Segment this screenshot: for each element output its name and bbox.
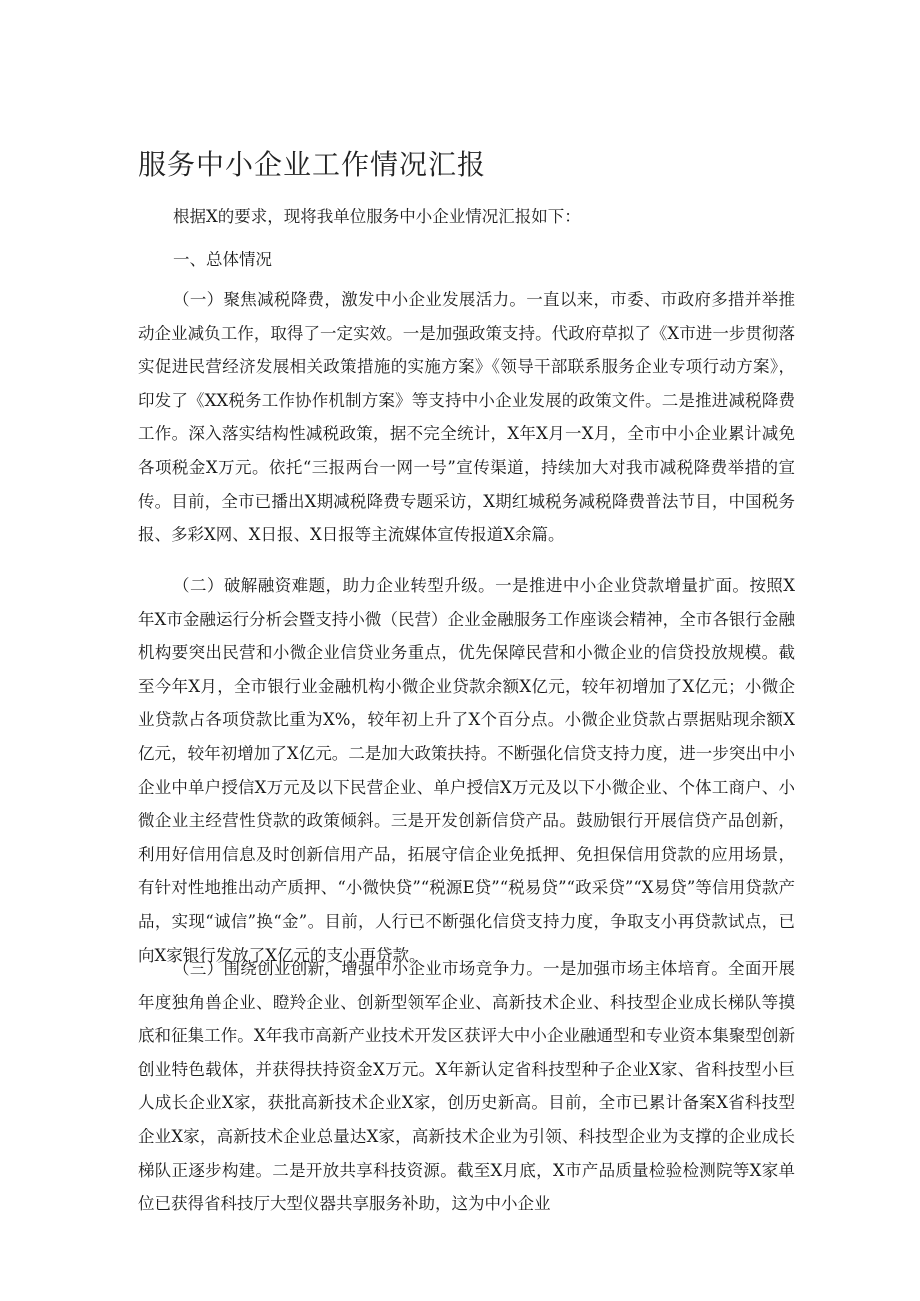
document-title: 服务中小企业工作情况汇报: [138, 148, 487, 181]
body-paragraph: （一）聚焦减税降费，激发中小企业发展活力。一直以来，市委、市政府多措并举推动企业减负工作，取得了一定实效。一是加强政策支持。代政府草拟了《X市进一步贯彻落实促进民营经济发展相关政策措施的实施方案》《领导干部联系服务企业专项行动方案》，印发了《XX税务工作协作机制方案》等支持中小企业发展的政策文件。二是推进减税降费工作。深入落实结构性减税政策，据不完全统计，X年X月一X月，全市中小企业累计减免各项税金X万元。依托“三报两台一网一号”宣传渠道，持续加大对我市减税降费举措的宣传。目前，全市已播出X期减税降费专题采访，X期红城税务减税降费普法节目，中国税务报、多彩X网、X日报、X日报等主流媒体宣传报道X余篇。: [138, 290, 795, 545]
intro-paragraph: 根据X的要求，现将我单位服务中小企业情况汇报如下：: [173, 207, 581, 226]
section-heading: 一、总体情况: [173, 250, 272, 269]
body-paragraph: （三）围绕创业创新，增强中小企业市场竞争力。一是加强市场主体培育。全面开展年度独角兽企业、瞪羚企业、创新型领军企业、高新技术企业、科技型企业成长梯队等摸底和征集工作。X年我市高新产业技术开发区获评大中小企业融通型和专业资本集聚型创新创业特色载体，并获得扶持资金X万元。X年新认定省科技型种子企业X家、省科技型小巨人成长企业X家，获批高新技术企业X家，创历史新高。目前，全市已累计备案X省科技型企业X家，高新技术企业总量达X家，高新技术企业为引领、科技型企业为支撑的企业成长梯队正逐步构建。二是开放共享科技资源。截至X月底，X市产品质量检验检测院等X家单位已获得省科技厅大型仪器共享服务补助，这为中小企业: [138, 959, 795, 1214]
body-paragraph: （二）破解融资难题，助力企业转型升级。一是推进中小企业贷款增量扩面。按照X年X市金融运行分析会暨支持小微（民营）企业金融服务工作座谈会精神，全市各银行金融机构要突出民营和小微企业信贷业务重点，优先保障民营和小微企业的信贷投放规模。截至今年X月，全市银行业金融机构小微企业贷款余额X亿元，较年初增加了X亿元；小微企业贷款占各项贷款比重为X%，较年初上升了X个百分点。小微企业贷款占票据贴现余额X亿元，较年初增加了X亿元。二是加大政策扶持。不断强化信贷支持力度，进一步突出中小企业中单户授信X万元及以下民营企业、单户授信X万元及以下小微企业、个体工商户、小微企业主经营性贷款的政策倾斜。三是开发创新信贷产品。鼓励银行开展信贷产品创新，利用好信用信息及时创新信用产品，拓展守信企业免抵押、免担保信用贷款的应用场景，有针对性地推出动产质押、“小微快贷”“税源E贷”“税易贷”“政采贷”“X易贷”等信用贷款产品，实现“诚信”换“金”。目前，人行已不断强化信贷支持力度，争取支小再贷款试点，已向X家银行发放了X亿元的支小再贷款。: [138, 576, 795, 965]
